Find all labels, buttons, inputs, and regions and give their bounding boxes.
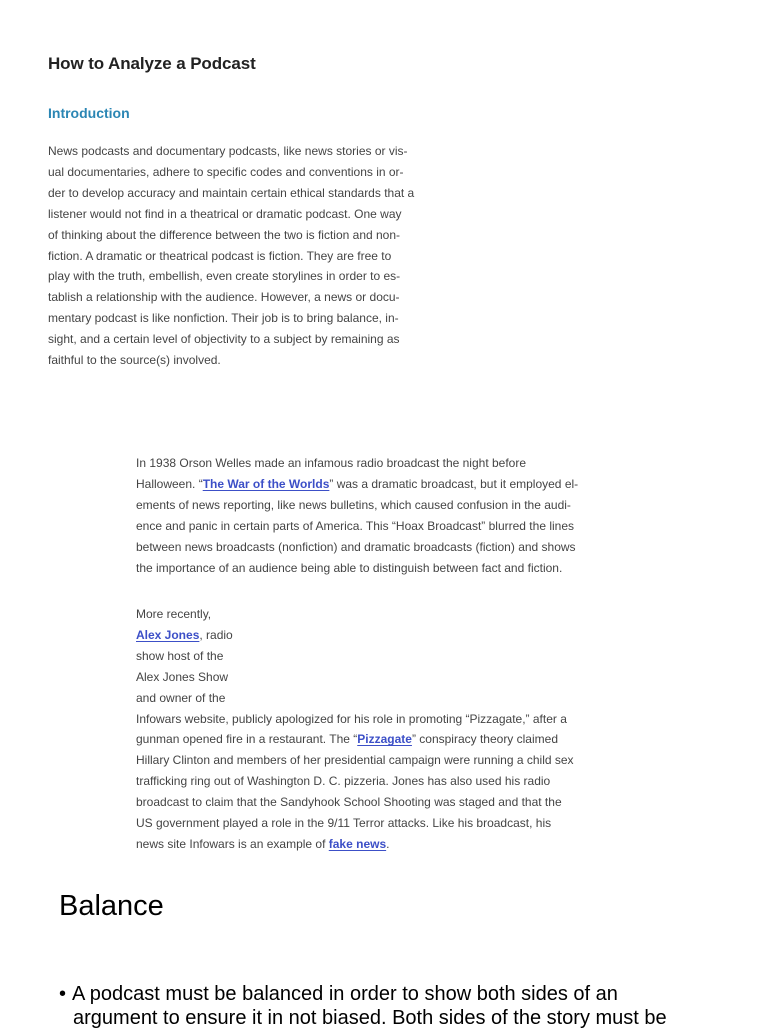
text-line: broadcast to claim that the Sandyhook School Shooting was staged and that the [136,795,562,810]
intro-line: mentary podcast is like nonfiction. Their job is to bring balance, in- [48,311,399,326]
intro-line: News podcasts and documentary podcasts, like news stories or vis- [48,144,408,158]
text-line: Alex Jones, radio [136,627,233,642]
intro-line: ual documentaries, adhere to specific codes and conventions in or- [48,164,404,179]
alex-jones-paragraph [136,604,574,855]
alex-jones-link[interactable]: Alex Jones [136,627,200,642]
page-title: How to Analyze a Podcast [48,54,256,73]
intro-line: faithful to the source(s) involved. [48,353,221,368]
intro-line: der to develop accuracy and maintain certain ethical standards that a [48,185,415,200]
text-line: US government played a role in the 9/11 Terror attacks. Like his broadcast, his [136,816,552,831]
intro-line: sight, and a certain level of objectivity to a subject by remaining as [48,332,400,347]
intro-line: tablish a relationship with the audience. However, a news or docu- [48,290,400,305]
intro-line: of thinking about the difference between the two is fiction and non- [48,227,401,242]
text-line: show host of the [136,648,224,663]
slide-heading-balance: Balance [59,890,164,922]
war-of-the-worlds-link[interactable]: The War of the Worlds [202,476,330,491]
text-line: Halloween. “The War of the Worlds” was a dramatic broadcast, but it employed el- [136,476,579,491]
intro-line: play with the truth, embellish, even create storylines in order to es- [48,269,401,284]
text-line: trafficking ring out of Washington D. C. pizzeria. Jones has also used his radio [136,774,551,789]
text-line: In 1938 Orson Welles made an infamous radio broadcast the night before [136,456,527,470]
text-line: More recently, [136,607,212,621]
intro-paragraph [48,141,448,371]
war-of-the-worlds-paragraph [136,453,578,578]
bullet-marker: • [59,983,67,1005]
section-heading-introduction: Introduction [48,105,130,121]
fake-news-link[interactable]: fake news [328,836,387,851]
text-line: Infowars website, publicly apologized for his role in promoting “Pizzagate,” after a [136,711,567,726]
intro-line: listener would not find in a theatrical or dramatic podcast. One way [48,206,402,221]
text-line: Hillary Clinton and members of her presidential campaign were running a child sex [136,753,574,768]
text-line: the importance of an audience being able to distinguish between fact and fiction. [136,560,563,575]
text-line: between news broadcasts (nonfiction) and dramatic broadcasts (fiction) and shows [136,539,576,554]
bullet-line: • A podcast must be balanced in order to show both sides of an [59,983,618,1005]
balance-bullet [59,982,759,1030]
text-line: ements of news reporting, like news bulletins, which caused confusion in the audi- [136,497,571,512]
text-line: ence and panic in certain parts of America. This “Hoax Broadcast” blurred the lines [136,518,574,533]
text-line: Alex Jones Show [136,669,229,684]
text-line: gunman opened fire in a restaurant. The “Pizzagate” conspiracy theory claimed [136,732,558,747]
pizzagate-link[interactable]: Pizzagate [357,732,412,747]
text-line: and owner of the [136,690,226,705]
intro-line: fiction. A dramatic or theatrical podcast is fiction. They are free to [48,248,392,263]
bullet-line: argument to ensure it in not biased. Both sides of the story must be [73,1007,667,1029]
text-line: news site Infowars is an example of fake news. [136,836,390,851]
